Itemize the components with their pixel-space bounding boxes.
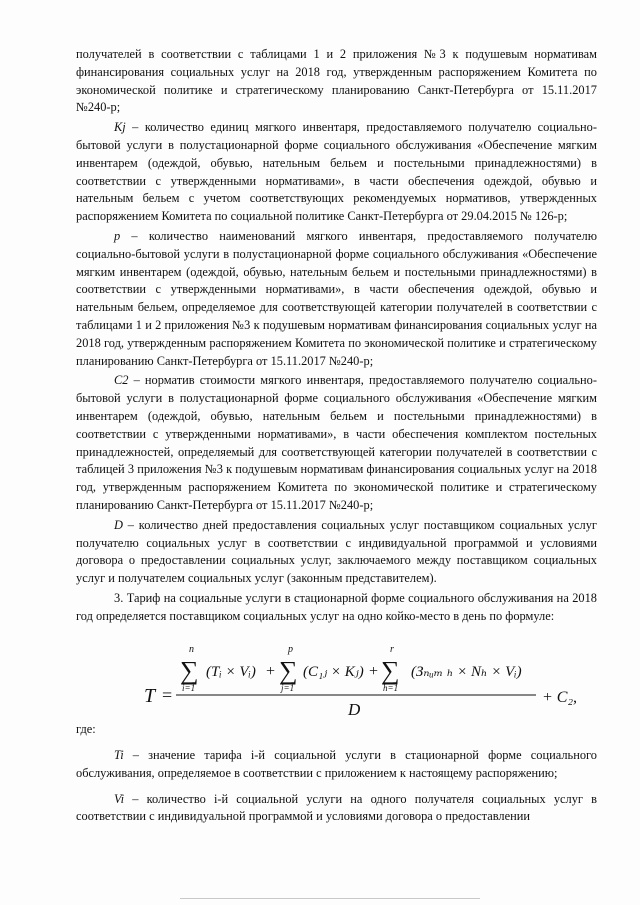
- body-text: [76, 46, 597, 628]
- definitions-text: [76, 747, 597, 834]
- paragraph-ti: [76, 747, 597, 783]
- sum1-term: (Tᵢ × Vᵢ): [206, 664, 256, 680]
- paragraph-kj: [76, 119, 597, 226]
- paragraph-ti-text: – значение тарифа i-й социальной услуги в стационарной форме социального обслуживания, определяемое в соответствии с приложением к настоящему распоряжению;: [76, 748, 597, 780]
- tariff-formula: [76, 640, 597, 720]
- plus-2: +: [369, 663, 379, 680]
- plus-1: +: [266, 663, 276, 680]
- formula-lhs: T: [144, 685, 156, 707]
- sum3-upper: r: [390, 644, 394, 655]
- sum3-sign: ∑: [381, 656, 400, 685]
- paragraph-p: [76, 228, 597, 370]
- symbol-kj: Kj: [114, 120, 126, 135]
- sum1-sign: ∑: [180, 656, 199, 685]
- sum1-upper: n: [189, 644, 194, 655]
- paragraph-vi-text: – количество i-й социальной услуги на одного получателя социальных услуг в соответствии с индивидуальной программой и условиями договора о предоставлении: [76, 791, 597, 824]
- paragraph-d: [76, 517, 597, 588]
- formula-equals: =: [162, 685, 173, 705]
- sum2-lower: j=1: [281, 683, 295, 693]
- formula-tail: + C₂,: [542, 689, 578, 706]
- paragraph-c2: [76, 372, 597, 514]
- paragraph-d-text: – количество дней предоставления социальных услуг поставщиком социальных услуг получателю социальных услуг в соответствии с индивидуальной программой и условиями договора о предоставлении социальных услуг, заключаемого между поставщиком социальных услуг и получателем социальных услуг (законным представителем).: [76, 517, 597, 586]
- symbol-vi: Vi: [114, 791, 125, 806]
- symbol-c2: C2: [114, 373, 129, 388]
- symbol-d: D: [114, 517, 123, 532]
- where-label: где:: [76, 722, 96, 736]
- paragraph-vi: [76, 791, 597, 827]
- paragraph-p-text: – количество наименований мягкого инвентаря, предоставляемого получателю социально-бытовой услуги в полустационарной форме социального обслуживания «Обеспечение мягким инвентарем (одеждой, обувью, нательным бельем и постельными принадлежностями) в соответствии с утвержденными нормативами», в части обеспечения одеждой, обувью и нательным бельем, определяемое для соответствующей категории получателей в соответствии с таблицами 1 и 2 приложения №3 к подушевым нормативам финансирования социальных услуг на 2018 год, утвержденным распоряжением Комитета по экономической политике и стратегическому планированию Санкт-Петербурга от 15.11.2017 №240-р;: [76, 228, 597, 368]
- scan-edge-line: [180, 898, 480, 899]
- sum3-lower: h=1: [383, 683, 399, 693]
- sum3-term: (Зₙᵤₘ ₕ × Nₕ × Vᵢ): [411, 664, 522, 680]
- paragraph-kj-text: – количество единиц мягкого инвентаря, предоставляемого получателю социально-бытовой услуги в полустационарной форме социального обслуживания «Обеспечение мягким инвентарем (одеждой, обувью, нательным бельем и постельными принадлежностями) в соответствии с утвержденными нормативами», в части обеспечения одеждой, обувью и нательным бельем с учетом соответствующих рекомендуемых нормативов, утвержденных распоряжением Комитета по социальной политике Санкт-Петербурга от 29.04.2015 № 126-р;: [76, 120, 597, 224]
- symbol-p: p: [114, 228, 121, 243]
- sum2-sign: ∑: [279, 656, 298, 685]
- formula-svg: [76, 640, 597, 720]
- symbol-ti: Ti: [114, 748, 124, 762]
- paragraph-0: получателей в соответствии с таблицами 1 и 2 приложения №3 к подушевым нормативам финансирования социальных услуг на 2018 год, утвержденным распоряжением Комитета по экономической политике и стратегическому планированию Санкт-Петербурга от 15.11.2017 №240-р;: [76, 47, 597, 115]
- paragraph-c2-text: – норматив стоимости мягкого инвентаря, предоставляемого получателю социально-бытовой услуги в полустационарной форме социального обслуживания «Обеспечение мягким инвентарем (одеждой, обувью, нательным бельем и постельными принадлежностями) в соответствии с утвержденными нормативами», в части обеспечения комплектом постельных принадлежностей, определяемый для соответствующей категории получателей в соответствии с таблицей 3 приложения №3 к подушевым нормативам финансирования социальных услуг на 2018 год, утвержденным распоряжением Комитета по экономической политике и стратегическому планированию Санкт-Петербурга от 15.11.2017 №240-р;: [76, 373, 597, 512]
- sum2-upper: p: [288, 644, 293, 655]
- paragraph-tariff-text: 3. Тариф на социальные услуги в стационарной форме социального обслуживания на 2018 год определяется поставщиком социальных услуг на одно койко-место в день по формуле:: [76, 590, 597, 623]
- paragraph-tariff: [76, 590, 597, 626]
- formula-denominator: D: [348, 700, 361, 719]
- sum2-term: (C₁ⱼ × Kⱼ): [303, 664, 364, 680]
- sum1-lower: i=1: [182, 683, 196, 693]
